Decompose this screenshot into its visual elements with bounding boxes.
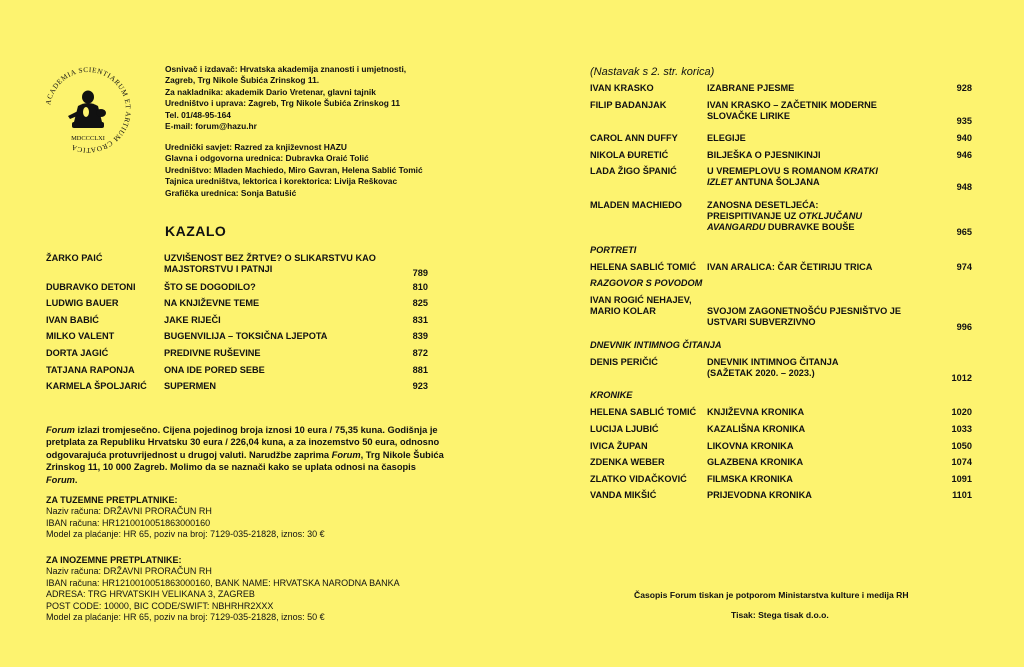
toc-page-number: 825	[412, 298, 428, 309]
toc-author: VANDA MIKŠIĆ	[590, 490, 657, 501]
toc-title: SUPERMEN	[164, 381, 217, 392]
toc-title: FILMSKA KRONIKA	[707, 473, 793, 484]
domestic-subscribers	[46, 495, 325, 541]
toc-author: MILKO VALENT	[46, 331, 115, 342]
editorial-line: Tajnica uredništva, lektorica i korektorica: Livija Reškovac	[165, 176, 398, 187]
toc-title: SVOJOM ZAGONETNOŠĆU PJESNIŠTVO JE USTVARI SUBVERZIVNO	[707, 306, 902, 328]
toc-page-number: 1012	[951, 372, 972, 383]
toc-author: FILIP BADANJAK	[590, 99, 667, 110]
toc-author: IVAN BABIĆ	[46, 314, 99, 325]
toc-author: LADA ŽIGO ŠPANIĆ	[590, 166, 677, 177]
editorial-line: Grafička urednica: Sonja Batušić	[165, 187, 297, 198]
foreign-heading: ZA INOZEMNE PRETPLATNIKE:	[46, 555, 182, 565]
toc-author: HELENA SABLIĆ TOMIĆ	[590, 407, 697, 418]
toc-title: DNEVNIK INTIMNOG ČITANJA (SAŽETAK 2020. – 2023.)	[707, 356, 839, 378]
continuation-note: (Nastavak s 2. str. korica)	[590, 66, 715, 78]
forum-name: Forum	[331, 449, 361, 460]
toc-author: LUDWIG BAUER	[46, 298, 119, 309]
toc-title: KAZALIŠNA KRONIKA	[707, 424, 806, 434]
toc-title: PRIJEVODNA KRONIKA	[707, 490, 812, 501]
toc-page-number: 1101	[952, 490, 972, 501]
toc-page-number: 974	[956, 261, 972, 272]
toc-page-number: 1033	[951, 424, 972, 434]
domestic-heading: ZA TUZEMNE PRETPLATNIKE:	[46, 495, 178, 505]
toc-page-number: 946	[956, 149, 972, 160]
toc-title: ZANOSNA DESETLJEĆA: PREISPITIVANJE UZ OTKLJUČANU AVANGARDU DUBRAVKE BOUŠE	[707, 200, 863, 232]
toc-page-number: 940	[956, 133, 972, 144]
toc-title: KNJIŽEVNA KRONIKA	[707, 407, 805, 418]
toc-title: IVAN KRASKO – ZAČETNIK MODERNE SLOVAČKE LIRIKE	[707, 99, 877, 121]
toc-page-number: 1050	[951, 440, 972, 451]
domestic-line: Naziv računa: DRŽAVNI PRORAČUN RH	[46, 506, 212, 517]
forum-name: Forum	[46, 425, 75, 435]
publisher-line: E-mail: forum@hazu.hr	[165, 121, 257, 132]
toc-author: DORTA JAGIĆ	[46, 348, 109, 358]
toc-author: IVAN KRASKO	[590, 83, 654, 93]
toc-author: TATJANA RAPONJA	[46, 364, 135, 375]
toc-title: ELEGIJE	[707, 133, 746, 144]
foreign-line: IBAN računa: HR1210010051863000160, BANK NAME: HRVATSKA NARODNA BANKA	[46, 577, 400, 588]
toc-title: LIKOVNA KRONIKA	[707, 440, 794, 451]
svg-text:MDCCCLXI: MDCCCLXI	[71, 135, 105, 142]
toc-author: MLADEN MACHIEDO	[590, 200, 682, 210]
editorial-line: Glavna i odgovorna urednica: Dubravka Oraić Tolić	[165, 153, 369, 164]
toc-title: UZVIŠENOST BEZ ŽRTVE? O SLIKARSTVU KAO MAJSTORSTVU I PATNJI	[164, 253, 376, 274]
toc-title: ŠTO SE DOGODILO?	[164, 281, 256, 292]
section-heading: KRONIKE	[590, 390, 633, 401]
toc-author: HELENA SABLIĆ TOMIĆ	[590, 261, 697, 272]
publisher-line: Osnivač i izdavač: Hrvatska akademija znanosti i umjetnosti,	[165, 64, 407, 74]
toc-page-number: 839	[412, 331, 428, 342]
toc-page-number: 881	[412, 364, 428, 375]
toc-title: IVAN ARALICA: ČAR ČETIRIJU TRICA	[707, 261, 873, 272]
publisher-line: Za nakladnika: akademik Dario Vretenar, glavni tajnik	[165, 86, 376, 97]
publisher-line: Uredništvo i uprava: Zagreb, Trg Nikole Šubića Zrinskog 11	[165, 98, 401, 109]
toc-title: BILJEŠKA O PJESNIKINJI	[707, 149, 821, 160]
toc-title: NA KNJIŽEVNE TEME	[164, 298, 260, 309]
toc-author: IVAN ROGIĆ NEHAJEV, MARIO KOLAR	[590, 295, 692, 317]
subscription-note: Forum izlazi tromjesečno. Cijena pojedinog broja iznosi 10 eura / 75,35 kuna. Godišnja je pretplata za Republiku Hrvatsku 30 eura / 226,04 kuna, a za inozemstvo 50 eura, odnosno odgovarajuća protuvrijednost u drugoj valuti. Narudžbe zaprima Forum, Trg Nikole Šubića Zrinskog 11, 10 000 Zagreb. Molimo da se naznači kako se uplata odnosi na časopis Forum.	[46, 425, 444, 485]
toc-author: DUBRAVKO DETONI	[46, 281, 136, 292]
toc-title: GLAZBENA KRONIKA	[707, 457, 804, 468]
toc-author: ŽARKO PAIĆ	[46, 253, 103, 263]
foreign-line: Naziv računa: DRŽAVNI PRORAČUN RH	[46, 566, 212, 577]
section-heading: PORTRETI	[590, 244, 637, 255]
toc-page-number: 948	[956, 182, 972, 193]
toc-page-number: 928	[956, 83, 972, 93]
forum-name: Forum	[46, 474, 75, 485]
foreign-line: Model za plaćanje: HR 65, poziv na broj: 7129-035-21828, iznos: 50 €	[46, 612, 325, 623]
toc-page-number: 935	[956, 115, 972, 126]
support-note: Časopis Forum tiskan je potporom Ministarstva kulture i medija RH	[634, 590, 909, 600]
toc-title: ONA IDE PORED SEBE	[164, 364, 265, 375]
toc-author: LUCIJA LJUBIĆ	[590, 424, 659, 434]
foreign-line: POST CODE: 10000, BIC CODE/SWIFT: NBHRHR2XXX	[46, 600, 274, 611]
toc-page-number: 996	[956, 322, 972, 333]
hazu-seal-logo	[38, 60, 138, 160]
editorial-line: Uredništvo: Mladen Machiedo, Miro Gavran, Helena Sablić Tomić	[165, 164, 423, 175]
publisher-line: Zagreb, Trg Nikole Šubića Zrinskog 11.	[165, 75, 320, 86]
toc-page-number: 831	[412, 314, 428, 325]
foreign-subscribers	[46, 555, 400, 623]
toc-author: CAROL ANN DUFFY	[590, 133, 678, 144]
toc-page-number: 810	[412, 281, 428, 292]
toc-page-number: 789	[412, 268, 428, 278]
toc-page-number: 1020	[951, 407, 972, 418]
toc-author: IVICA ŽUPAN	[590, 440, 648, 451]
domestic-line: Model za plaćanje: HR 65, poziv na broj: 7129-035-21828, iznos: 30 €	[46, 529, 325, 540]
toc-page-number: 923	[412, 381, 428, 392]
toc-title: JAKE RIJEČI	[164, 314, 221, 325]
toc-title: PREDIVNE RUŠEVINE	[164, 348, 261, 358]
domestic-line: IBAN računa: HR1210010051863000160	[46, 517, 211, 528]
toc-title: IZABRANE PJESME	[707, 83, 795, 93]
editorial-board	[165, 142, 423, 199]
printer-note: Tisak: Stega tisak d.o.o.	[731, 610, 829, 620]
toc-title: U VREMEPLOVU S ROMANOM KRATKI IZLET ANTUNA ŠOLJANA	[707, 166, 878, 188]
editorial-line: Urednički savjet: Razred za književnost HAZU	[165, 142, 347, 152]
publisher-line: Tel. 01/48-95-164	[165, 109, 231, 120]
toc-author: KARMELA ŠPOLJARIĆ	[46, 381, 147, 392]
toc-page-number: 872	[412, 348, 428, 358]
svg-text:ACADEMIA SCIENTIARUM ET ARTIUM: ACADEMIA SCIENTIARUM ET ARTIUM CROATICA	[44, 65, 133, 155]
section-heading: RAZGOVOR S POVODOM	[590, 278, 703, 289]
toc-author: ZDENKA WEBER	[590, 457, 665, 468]
toc-author: NIKOLA ĐURETIĆ	[590, 149, 669, 160]
toc-page-number: 1074	[951, 457, 972, 468]
toc-page-number: 965	[956, 227, 972, 237]
publisher-info	[165, 64, 406, 132]
toc-title: BUGENVILIJA – TOKSIČNA LJEPOTA	[164, 331, 328, 342]
section-heading: DNEVNIK INTIMNOG ČITANJA	[590, 339, 722, 350]
toc-page-number: 1091	[951, 473, 972, 484]
contents-title: KAZALO	[165, 223, 227, 239]
toc-author: DENIS PERIČIĆ	[590, 356, 658, 367]
foreign-line: ADRESA: TRG HRVATSKIH VELIKANA 3, ZAGREB	[46, 589, 255, 600]
toc-author: ZLATKO VIDAČKOVIĆ	[590, 473, 687, 484]
